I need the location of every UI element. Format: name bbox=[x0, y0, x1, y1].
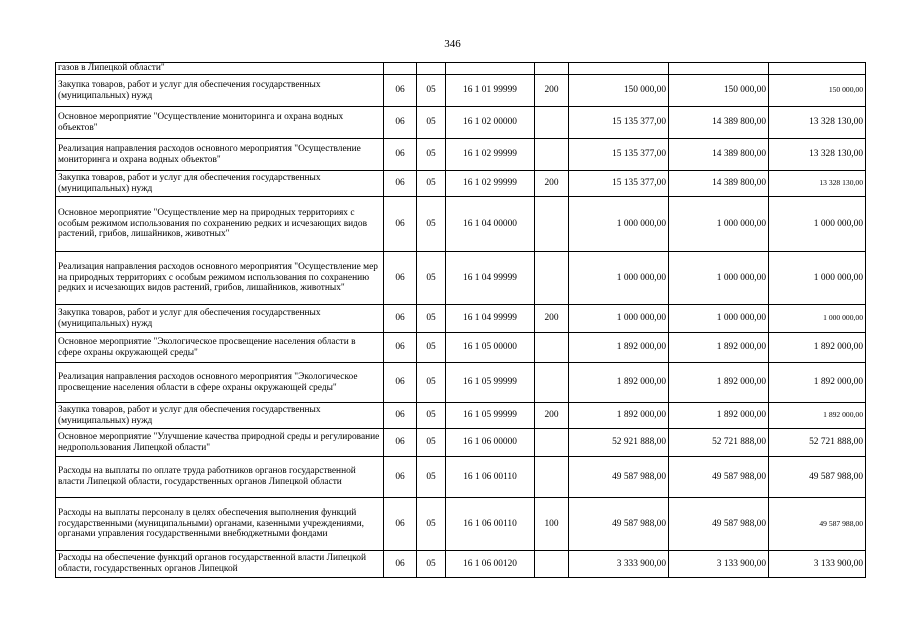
target-article-cell: 16 1 02 00000 bbox=[446, 107, 535, 139]
target-article-cell: 16 1 02 99999 bbox=[446, 139, 535, 171]
amount-year1-cell bbox=[569, 63, 669, 75]
expense-type-cell bbox=[535, 363, 569, 403]
amount-year2-cell: 52 721 888,00 bbox=[669, 429, 769, 457]
target-article-cell bbox=[446, 63, 535, 75]
subsection-code-cell: 05 bbox=[417, 139, 446, 171]
subsection-code-cell: 05 bbox=[417, 197, 446, 252]
row-name-cell: Закупка товаров, работ и услуг для обеспечения государственных (муниципальных) нужд bbox=[56, 75, 384, 107]
amount-year1-cell: 1 892 000,00 bbox=[569, 363, 669, 403]
amount-year3-cell: 1 892 000,00 bbox=[769, 403, 866, 429]
target-article-cell: 16 1 02 99999 bbox=[446, 171, 535, 197]
row-name-cell: Закупка товаров, работ и услуг для обеспечения государственных (муниципальных) нужд bbox=[56, 171, 384, 197]
expense-type-cell bbox=[535, 252, 569, 305]
amount-year1-cell: 1 892 000,00 bbox=[569, 403, 669, 429]
section-code-cell: 06 bbox=[384, 403, 417, 429]
amount-year3-cell: 1 000 000,00 bbox=[769, 197, 866, 252]
section-code-cell: 06 bbox=[384, 305, 417, 333]
amount-year2-cell: 1 000 000,00 bbox=[669, 305, 769, 333]
subsection-code-cell: 05 bbox=[417, 333, 446, 363]
budget-table bbox=[55, 62, 866, 578]
expense-type-cell bbox=[535, 139, 569, 171]
row-name-cell: Закупка товаров, работ и услуг для обеспечения государственных (муниципальных) нужд bbox=[56, 403, 384, 429]
amount-year1-cell: 49 587 988,00 bbox=[569, 457, 669, 498]
row-name-cell: Основное мероприятие "Улучшение качества природной среды и регулирование недропользования Липецкой области" bbox=[56, 429, 384, 457]
table-row bbox=[56, 551, 866, 578]
row-name-cell: Реализация направления расходов основного мероприятия "Осуществление мониторинга и охрана водных объектов" bbox=[56, 139, 384, 171]
expense-type-cell: 200 bbox=[535, 171, 569, 197]
expense-type-cell bbox=[535, 197, 569, 252]
row-name-cell: Реализация направления расходов основного мероприятия "Осуществление мер на природных территориях с особым режимом использования по сохранению редких и исчезающих видов растений, грибов, лишайников, животных" bbox=[56, 252, 384, 305]
row-name-cell: Расходы на выплаты по оплате труда работников органов государственной власти Липецкой области, государственных органов Липецкой области bbox=[56, 457, 384, 498]
amount-year3-cell: 1 892 000,00 bbox=[769, 333, 866, 363]
row-name-cell: Реализация направления расходов основного мероприятия "Экологическое просвещение населения области в сфере охраны окружающей среды" bbox=[56, 363, 384, 403]
target-article-cell: 16 1 05 00000 bbox=[446, 333, 535, 363]
amount-year2-cell: 49 587 988,00 bbox=[669, 498, 769, 551]
section-code-cell: 06 bbox=[384, 429, 417, 457]
amount-year2-cell: 1 892 000,00 bbox=[669, 403, 769, 429]
subsection-code-cell: 05 bbox=[417, 429, 446, 457]
amount-year2-cell: 1 892 000,00 bbox=[669, 363, 769, 403]
table-row bbox=[56, 197, 866, 252]
amount-year2-cell: 14 389 800,00 bbox=[669, 107, 769, 139]
amount-year1-cell: 1 000 000,00 bbox=[569, 252, 669, 305]
table-row bbox=[56, 107, 866, 139]
section-code-cell: 06 bbox=[384, 363, 417, 403]
amount-year3-cell: 49 587 988,00 bbox=[769, 457, 866, 498]
expense-type-cell bbox=[535, 457, 569, 498]
amount-year3-cell: 1 892 000,00 bbox=[769, 363, 866, 403]
amount-year1-cell: 150 000,00 bbox=[569, 75, 669, 107]
subsection-code-cell: 05 bbox=[417, 498, 446, 551]
row-name-cell: Расходы на обеспечение функций органов государственной власти Липецкой области, государственных органов Липецкой bbox=[56, 551, 384, 578]
table-row bbox=[56, 252, 866, 305]
section-code-cell: 06 bbox=[384, 333, 417, 363]
amount-year1-cell: 15 135 377,00 bbox=[569, 171, 669, 197]
subsection-code-cell: 05 bbox=[417, 171, 446, 197]
expense-type-cell: 200 bbox=[535, 305, 569, 333]
amount-year3-cell: 1 000 000,00 bbox=[769, 305, 866, 333]
target-article-cell: 16 1 04 99999 bbox=[446, 252, 535, 305]
table-row bbox=[56, 305, 866, 333]
target-article-cell: 16 1 06 00000 bbox=[446, 429, 535, 457]
amount-year1-cell: 3 333 900,00 bbox=[569, 551, 669, 578]
amount-year3-cell: 1 000 000,00 bbox=[769, 252, 866, 305]
amount-year3-cell: 150 000,00 bbox=[769, 75, 866, 107]
amount-year1-cell: 1 000 000,00 bbox=[569, 305, 669, 333]
table-body bbox=[56, 63, 866, 578]
amount-year1-cell: 52 921 888,00 bbox=[569, 429, 669, 457]
table-row bbox=[56, 139, 866, 171]
amount-year2-cell: 49 587 988,00 bbox=[669, 457, 769, 498]
subsection-code-cell: 05 bbox=[417, 457, 446, 498]
table-row bbox=[56, 498, 866, 551]
target-article-cell: 16 1 04 99999 bbox=[446, 305, 535, 333]
expense-type-cell bbox=[535, 551, 569, 578]
row-name-cell: газов в Липецкой области" bbox=[56, 63, 384, 75]
section-code-cell: 06 bbox=[384, 139, 417, 171]
section-code-cell: 06 bbox=[384, 197, 417, 252]
amount-year2-cell: 1 000 000,00 bbox=[669, 252, 769, 305]
section-code-cell: 06 bbox=[384, 75, 417, 107]
table-row bbox=[56, 333, 866, 363]
amount-year2-cell: 14 389 800,00 bbox=[669, 171, 769, 197]
amount-year1-cell: 49 587 988,00 bbox=[569, 498, 669, 551]
amount-year3-cell: 49 587 988,00 bbox=[769, 498, 866, 551]
subsection-code-cell: 05 bbox=[417, 403, 446, 429]
subsection-code-cell: 05 bbox=[417, 363, 446, 403]
row-name-cell: Закупка товаров, работ и услуг для обеспечения государственных (муниципальных) нужд bbox=[56, 305, 384, 333]
section-code-cell: 06 bbox=[384, 171, 417, 197]
section-code-cell: 06 bbox=[384, 457, 417, 498]
table-row bbox=[56, 429, 866, 457]
amount-year3-cell: 52 721 888,00 bbox=[769, 429, 866, 457]
row-name-cell: Основное мероприятие "Экологическое просвещение населения области в сфере охраны окружающей среды" bbox=[56, 333, 384, 363]
expense-type-cell bbox=[535, 107, 569, 139]
table-row bbox=[56, 75, 866, 107]
amount-year2-cell bbox=[669, 63, 769, 75]
amount-year3-cell: 13 328 130,00 bbox=[769, 171, 866, 197]
amount-year1-cell: 1 000 000,00 bbox=[569, 197, 669, 252]
section-code-cell bbox=[384, 63, 417, 75]
subsection-code-cell bbox=[417, 63, 446, 75]
amount-year1-cell: 15 135 377,00 bbox=[569, 139, 669, 171]
row-name-cell: Основное мероприятие "Осуществление мониторинга и охрана водных объектов" bbox=[56, 107, 384, 139]
table-row bbox=[56, 363, 866, 403]
expense-type-cell bbox=[535, 429, 569, 457]
target-article-cell: 16 1 04 00000 bbox=[446, 197, 535, 252]
subsection-code-cell: 05 bbox=[417, 305, 446, 333]
section-code-cell: 06 bbox=[384, 551, 417, 578]
table-row bbox=[56, 457, 866, 498]
amount-year2-cell: 150 000,00 bbox=[669, 75, 769, 107]
amount-year3-cell: 13 328 130,00 bbox=[769, 107, 866, 139]
row-name-cell: Основное мероприятие "Осуществление мер на природных территориях с особым режимом использования по сохранению редких и исчезающих видов растений, грибов, лишайников, животных" bbox=[56, 197, 384, 252]
amount-year3-cell: 13 328 130,00 bbox=[769, 139, 866, 171]
amount-year2-cell: 14 389 800,00 bbox=[669, 139, 769, 171]
table-row bbox=[56, 63, 866, 75]
subsection-code-cell: 05 bbox=[417, 551, 446, 578]
expense-type-cell: 200 bbox=[535, 75, 569, 107]
amount-year1-cell: 15 135 377,00 bbox=[569, 107, 669, 139]
target-article-cell: 16 1 06 00110 bbox=[446, 498, 535, 551]
subsection-code-cell: 05 bbox=[417, 107, 446, 139]
expense-type-cell bbox=[535, 63, 569, 75]
target-article-cell: 16 1 01 99999 bbox=[446, 75, 535, 107]
target-article-cell: 16 1 06 00120 bbox=[446, 551, 535, 578]
subsection-code-cell: 05 bbox=[417, 75, 446, 107]
amount-year1-cell: 1 892 000,00 bbox=[569, 333, 669, 363]
section-code-cell: 06 bbox=[384, 498, 417, 551]
section-code-cell: 06 bbox=[384, 252, 417, 305]
expense-type-cell: 100 bbox=[535, 498, 569, 551]
table-row bbox=[56, 403, 866, 429]
expense-type-cell bbox=[535, 333, 569, 363]
target-article-cell: 16 1 06 00110 bbox=[446, 457, 535, 498]
target-article-cell: 16 1 05 99999 bbox=[446, 363, 535, 403]
section-code-cell: 06 bbox=[384, 107, 417, 139]
row-name-cell: Расходы на выплаты персоналу в целях обеспечения выполнения функций государственными (муниципальными) органами, казенными учреждениями, органами управления государственными внебюджетными фондами bbox=[56, 498, 384, 551]
table-row bbox=[56, 171, 866, 197]
amount-year2-cell: 1 892 000,00 bbox=[669, 333, 769, 363]
amount-year3-cell bbox=[769, 63, 866, 75]
expense-type-cell: 200 bbox=[535, 403, 569, 429]
target-article-cell: 16 1 05 99999 bbox=[446, 403, 535, 429]
subsection-code-cell: 05 bbox=[417, 252, 446, 305]
amount-year3-cell: 3 133 900,00 bbox=[769, 551, 866, 578]
amount-year2-cell: 1 000 000,00 bbox=[669, 197, 769, 252]
amount-year2-cell: 3 133 900,00 bbox=[669, 551, 769, 578]
page-number: 346 bbox=[444, 38, 461, 50]
